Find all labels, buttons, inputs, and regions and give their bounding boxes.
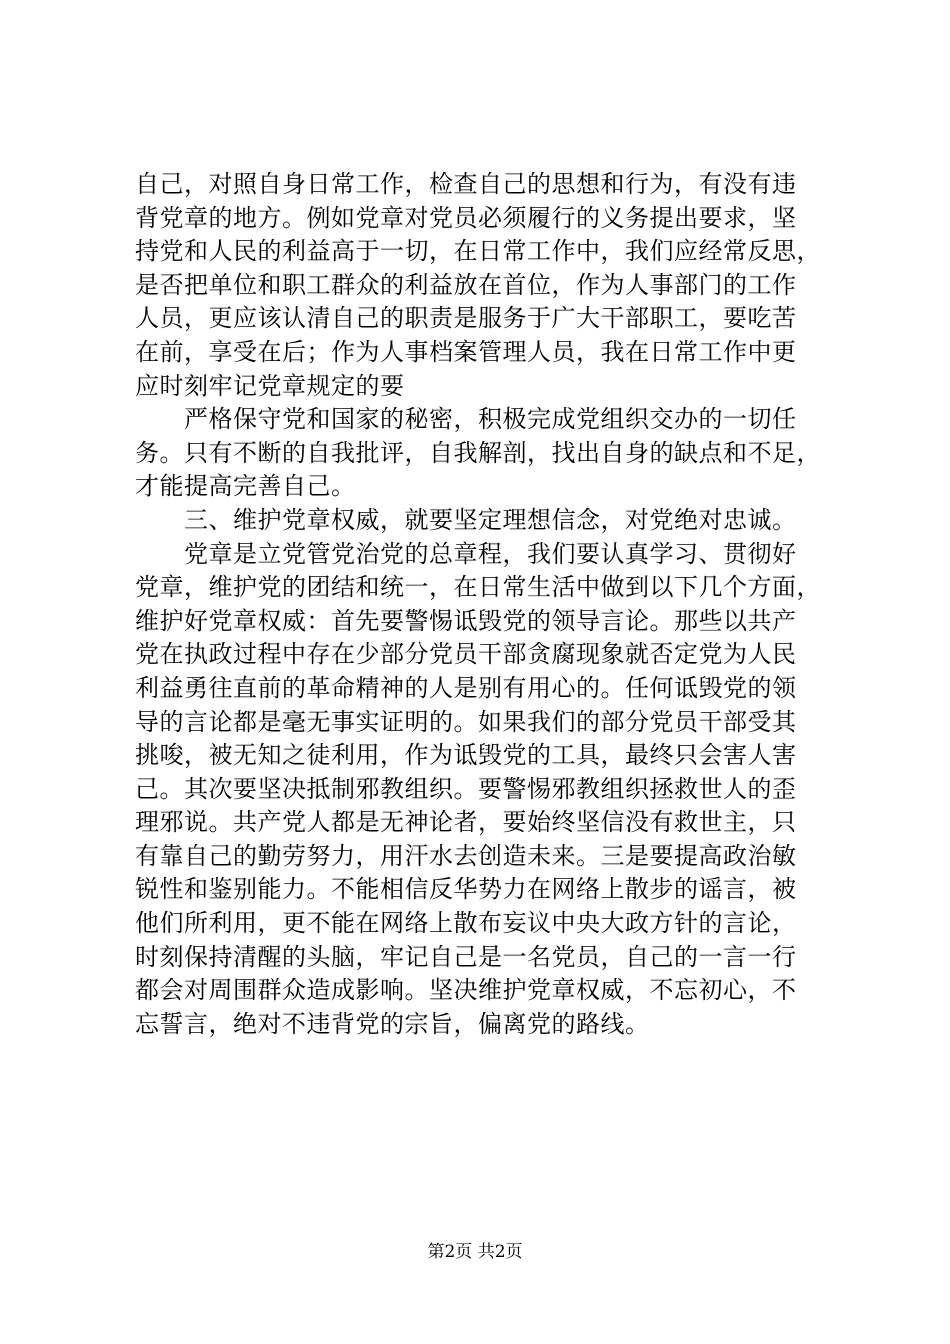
text-line: 理邪说。共产党人都是无神论者，要始终坚信没有救世主，只 bbox=[135, 808, 797, 837]
text-line: 导的言论都是毫无事实证明的。如果我们的部分党员干部受其 bbox=[135, 707, 797, 736]
text-line: 是否把单位和职工群众的利益放在首位，作为人事部门的工作 bbox=[135, 270, 797, 299]
text-line: 党章，维护党的团结和统一，在日常生活中做到以下几个方面， bbox=[135, 573, 821, 602]
text-line: 持党和人民的利益高于一切，在日常工作中，我们应经常反思， bbox=[135, 237, 821, 266]
text-line: 在前，享受在后；作为人事档案管理人员，我在日常工作中更 bbox=[135, 337, 797, 366]
text-line: 锐性和鉴别能力。不能相信反华势力在网络上散步的谣言，被 bbox=[135, 875, 797, 904]
page-number: 第2页 共2页 bbox=[427, 1242, 523, 1262]
text-line: 才能提高完善自己。 bbox=[135, 472, 356, 501]
text-line: 他们所利用，更不能在网络上散布妄议中央大政方针的言论， bbox=[135, 909, 797, 938]
text-line: 忘誓言，绝对不违背党的宗旨，偏离党的路线。 bbox=[135, 1009, 650, 1038]
text-line: 挑唆，被无知之徒利用，作为诋毁党的工具，最终只会害人害 bbox=[135, 741, 797, 770]
text-line: 己。其次要坚决抵制邪教组织。要警惕邪教组织拯救世人的歪 bbox=[135, 774, 797, 803]
page-footer bbox=[0, 1240, 950, 1264]
text-line: 时刻保持清醒的头脑，牢记自己是一名党员，自己的一言一行 bbox=[135, 942, 797, 971]
text-line: 维护好党章权威：首先要警惕诋毁党的领导言论。那些以共产 bbox=[135, 606, 797, 635]
text-line: 党章是立党管党治党的总章程，我们要认真学习、贯彻好 bbox=[135, 539, 797, 568]
text-line: 务。只有不断的自我批评，自我解剖，找出自身的缺点和不足， bbox=[135, 438, 821, 467]
text-line: 党在执政过程中存在少部分党员干部贪腐现象就否定党为人民 bbox=[135, 640, 797, 669]
text-line: 利益勇往直前的革命精神的人是别有用心的。任何诋毁党的领 bbox=[135, 673, 797, 702]
text-line: 背党章的地方。例如党章对党员必须履行的义务提出要求，坚 bbox=[135, 203, 797, 232]
text-line: 有靠自己的勤劳努力，用汗水去创造未来。三是要提高政治敏 bbox=[135, 841, 797, 870]
text-line: 都会对周围群众造成影响。坚决维护党章权威，不忘初心，不 bbox=[135, 976, 797, 1005]
text-line: 应时刻牢记党章规定的要 bbox=[135, 371, 405, 400]
text-line: 严格保守党和国家的秘密，积极完成党组织交办的一切任 bbox=[135, 405, 797, 434]
text-line: 人员，更应该认清自己的职责是服务于广大干部职工，要吃苦 bbox=[135, 304, 797, 333]
section-heading: 三、维护党章权威，就要坚定理想信念，对党绝对忠诚。 bbox=[135, 505, 797, 534]
text-line: 自己，对照自身日常工作，检查自己的思想和行为，有没有违 bbox=[135, 170, 797, 198]
document-body bbox=[135, 168, 835, 1041]
